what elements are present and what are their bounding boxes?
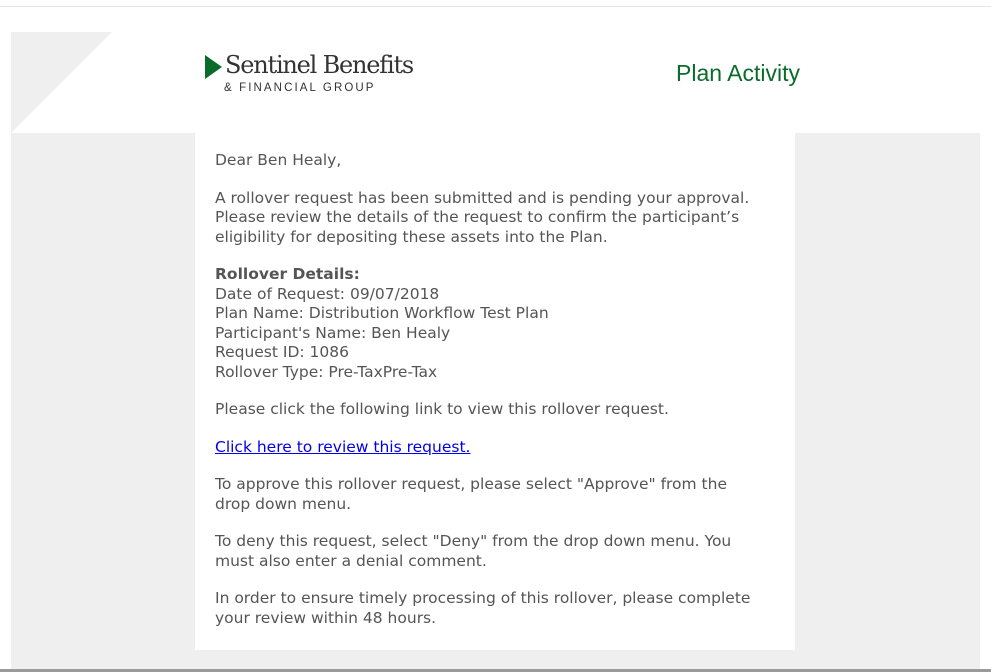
logo-wordmark: Sentinel Benefits xyxy=(225,51,414,79)
rollover-details xyxy=(215,265,785,382)
deny-note-line: To deny this request, select "Deny" from the drop down menu. You xyxy=(215,532,732,550)
timing-note-line: In order to ensure timely processing of this rollover, please complete xyxy=(215,589,751,607)
intro-line: eligibility for depositing these assets into the Plan. xyxy=(215,227,608,246)
email-body xyxy=(195,133,795,650)
link-prompt: Please click the following link to view this rollover request. xyxy=(215,400,669,418)
top-divider xyxy=(0,6,991,7)
detail-rollover-type: Rollover Type: Pre-TaxPre-Tax xyxy=(215,362,438,381)
deny-note xyxy=(215,532,785,571)
timing-note xyxy=(215,589,785,628)
email-header xyxy=(11,32,980,133)
details-heading: Rollover Details: xyxy=(215,265,360,283)
header-corner-decoration xyxy=(11,32,112,133)
logo-tagline: & FINANCIAL GROUP xyxy=(224,82,376,94)
play-arrow-icon xyxy=(205,55,222,79)
email-text xyxy=(215,151,785,646)
intro-paragraph xyxy=(215,189,785,248)
detail-request-id: Request ID: 1086 xyxy=(215,343,349,361)
intro-line: A rollover request has been submitted and is pending your approval. xyxy=(215,188,750,207)
review-link-paragraph xyxy=(215,438,785,458)
greeting: Dear Ben Healy, xyxy=(215,151,342,169)
page-title: Plan Activity xyxy=(676,60,800,86)
timing-note-line: your review within 48 hours. xyxy=(215,608,437,627)
deny-note-line: must also enter a denial comment. xyxy=(215,551,487,570)
detail-date-of-request: Date of Request: 09/07/2018 xyxy=(215,284,440,303)
approve-note xyxy=(215,475,785,514)
email-frame xyxy=(11,32,980,669)
detail-plan-name: Plan Name: Distribution Workflow Test Plan xyxy=(215,304,549,322)
sentinel-benefits-logo xyxy=(204,53,419,97)
detail-participant-name: Participant's Name: Ben Healy xyxy=(215,323,451,342)
review-request-link[interactable]: Click here to review this request. xyxy=(215,437,471,456)
intro-line: Please review the details of the request to confirm the participant’s xyxy=(215,208,740,226)
approve-note-line: drop down menu. xyxy=(215,494,352,513)
approve-note-line: To approve this rollover request, please select "Approve" from the xyxy=(215,475,727,493)
